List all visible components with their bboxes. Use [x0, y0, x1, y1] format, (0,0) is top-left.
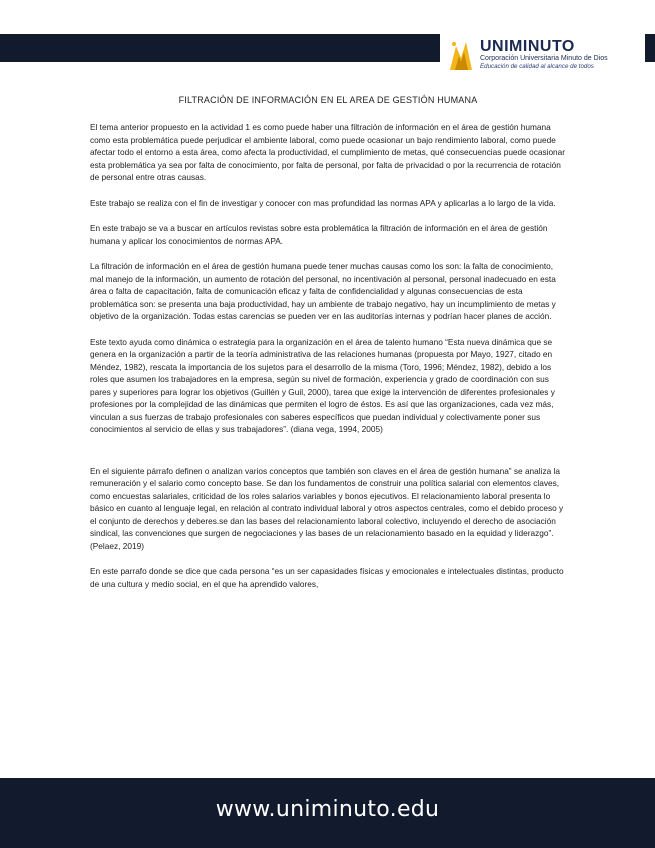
logo-subtitle: Corporación Universitaria Minuto de Dios — [480, 55, 608, 62]
paragraph: En este trabajo se va a buscar en artículos revistas sobre esta problemática la filtración de información en el área de gestión humana y aplicar los conocimientos de normas APA. — [90, 223, 548, 246]
logo-tagline: Educación de calidad al alcance de todos — [480, 63, 594, 70]
paragraph: En el siguiente párrafo definen o analizan varios conceptos que también son claves en el área de gestión humana” se analiza la remuneración y el salario como concepto base. Se dan los fundamentos de construir una política salarial con elementos claves, como encuestas salariales, criticidad de los roles salarios variables y bonos ejecutivos. El relacionamiento laboral presenta lo básico en cuanto al lenguaje legal, en relación al contrato individual laboral y otros aspectos centrales, como el debido proceso y el conjunto de derechos y deberes.se dan las bases del relacionamiento laboral colectivo, incluyendo el derecho de asociación sindical, las convenciones que surgen de negociaciones y las bases de un relacionamiento basado en la equidad y liderazgo”. (Pelaez, 2019) — [90, 465, 564, 551]
logo-emblem-icon — [446, 36, 476, 74]
document-body — [90, 121, 566, 603]
footer-url[interactable]: www.uniminuto.edu — [215, 797, 440, 822]
paragraph: El tema anterior propuesto en la actividad 1 es como puede haber una filtración de información en el área de gestión humana como esta problemática puede perjudicar el ambiente laboral, como puede ocasionar un bajo rendimiento laboral, como puede afectar todo el entorno a esta área, como afecta la productividad, el cumplimiento de metas, qué consecuencias puede ocasionar esta problemática ya sea por falta de conocimiento, por falta de personal, por falta de privacidad o por la recurrencia de rotación de personal entre otras causas. — [90, 122, 566, 182]
paragraph: Este texto ayuda como dinámica o estrategia para la organización en el área de talento humano “Esta nueva dinámica que se genera en la organización a partir de la teoría administrativa de las relaciones humanas (propuesta por Mayo, 1927, citado en Méndez, 1982), rescata la importancia de los sujetos para el desarrollo de la misma (Toro, 1996; Méndez, 1982), debido a los roles que asumen los trabajadores en la empresa, según su nivel de formación, experiencia y grado de coordinación con sus pares y superiores para lograr los objetivos (Guillén y Guil, 2000), tarea que exige la intervención de diferentes profesionales y profesiones por la complejidad de las dinámicas que permiten el logro de éstos. Es así que las organizaciones, cada vez más, vinculan a sus fuerzas de trabajo profesionales con saberes específicos que puedan individual y colectivamente poner sus conocimientos al servicio de ellas y sus trabajadores”. (diana vega, 1994, 2005) — [90, 336, 555, 434]
uniminuto-logo — [440, 34, 645, 78]
logo-name: UNIMINUTO — [480, 38, 575, 55]
paragraph: La filtración de información en el área de gestión humana puede tener muchas causas como los son: la falta de conocimiento, mal manejo de la información, un aumento de rotación del personal, no incentivación al personal, personal inadecuado en esta área o falta de capacitación, falta de comunicación eficaz y falta de confidencialidad y algunas consecuencias de esta problemática son: se presenta una baja productividad, hay un ambiente de trabajo negativo, hay un incumplimiento de metas y objetivo de la organización. Todas estas carencias se pueden ver en las auditorías internas y podrían hacer planes de acción. — [90, 261, 556, 321]
paragraph: Este trabajo se realiza con el fin de investigar y conocer con mas profundidad las normas APA y aplicarlas a lo largo de la vida. — [90, 197, 556, 208]
document-title: FILTRACIÓN DE INFORMACIÓN EN EL AREA DE GESTIÓN HUMANA — [178, 95, 478, 105]
paragraph: En este parrafo donde se dice que cada persona “es un ser capasidades físicas y emocionales e intelectuales distintas, producto de una cultura y medio social, en el que ha aprendido valores, — [90, 566, 564, 589]
